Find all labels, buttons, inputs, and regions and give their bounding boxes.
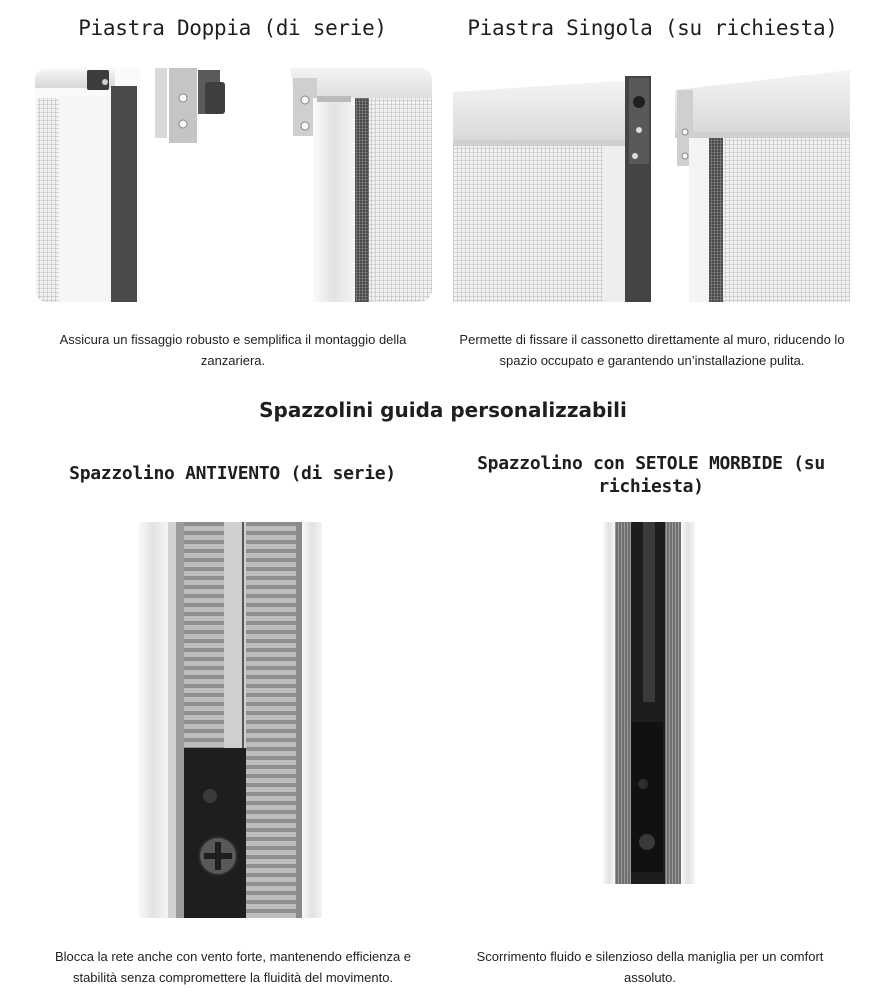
piastra-singola-image: [453, 68, 850, 302]
setole-morbide-title: Spazzolino con SETOLE MORBIDE (su richiesta): [477, 453, 825, 497]
setole-morbide-image: [603, 522, 695, 884]
piastra-doppia-image: [35, 68, 432, 302]
setole-morbide-caption: Scorrimento fluido e silenzioso della maniglia per un comfort assoluto.: [476, 949, 824, 985]
antivento-image: [138, 522, 322, 918]
piastra-singola-caption: Permette di fissare il cassonetto direttamente al muro, riducendo lo spazio occupato e garantendo un’installazione pulita.: [459, 332, 845, 368]
piastra-doppia-caption: Assicura un fissaggio robusto e semplifica il montaggio della zanzariera.: [59, 332, 407, 368]
antivento-title: Spazzolino ANTIVENTO (di serie): [69, 463, 396, 484]
piastra-doppia-title: Piastra Doppia (di serie): [78, 16, 387, 40]
piastra-singola-title: Piastra Singola (su richiesta): [467, 16, 838, 40]
spazzolini-heading: Spazzolini guida personalizzabili: [259, 398, 627, 422]
antivento-caption: Blocca la rete anche con vento forte, mantenendo efficienza e stabilità senza compromettere la fluidità del movimento.: [54, 949, 412, 985]
